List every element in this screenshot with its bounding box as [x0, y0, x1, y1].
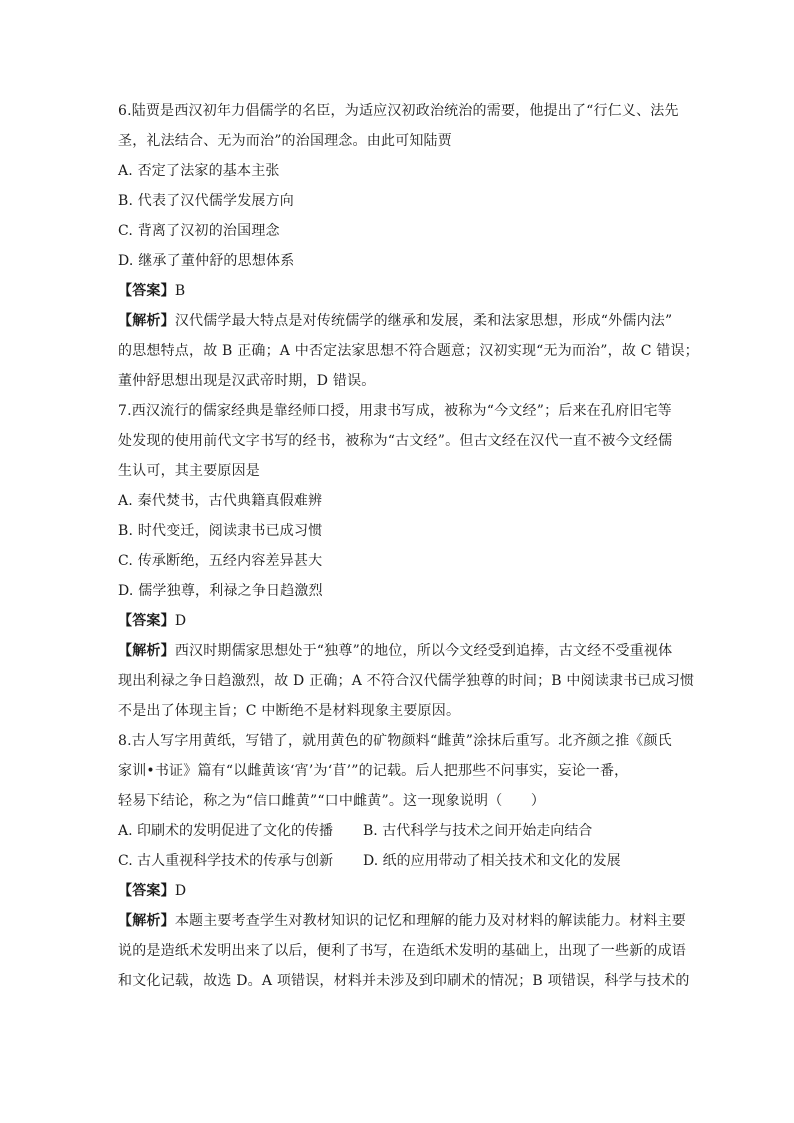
analysis-text: 汉代儒学最大特点是对传统儒学的继承和发展，柔和法家思想，形成“外儒内法”: [174, 313, 673, 329]
answer-label: 【答案】: [118, 883, 175, 899]
option-d: D. 继承了董仲舒的思想体系: [118, 253, 295, 269]
question-stem-line: 6.陆贾是西汉初年力倡儒学的名臣，为适应汉初政治统治的需要，他提出了“行仁义、法先: [118, 103, 679, 119]
analysis-text: 本题主要考查学生对教材知识的记忆和理解的能力及对材料的解读能力。材料主要: [174, 913, 687, 929]
option-row: [118, 846, 678, 876]
question-stem-line: 轻易下结论，称之为“信口雌黄”“口中雌黄”。这一现象说明（ ）: [118, 793, 546, 809]
question-8: [118, 726, 690, 996]
answer-label: 【答案】: [118, 613, 175, 629]
analysis-line: 说的是造纸术发明出来了以后，便利了书写，在造纸术发明的基础上，出现了一些新的成语: [118, 943, 686, 959]
analysis-line: [118, 306, 678, 336]
analysis-label: 【解析】: [118, 313, 175, 329]
question-6: [118, 96, 699, 396]
analysis-line: 和文化记载，故选 D。A 项错误，材料并未涉及到印刷术的情况；B 项错误，科学与技术的: [118, 973, 690, 989]
question-stem-line: 处发现的使用前代文字书写的经书，被称为“古文经”。但古文经在汉代一直不被今文经儒: [118, 433, 673, 449]
option-b: B. 代表了汉代儒学发展方向: [118, 193, 294, 209]
option-a: A. 印刷术的发明促进了文化的传播: [118, 823, 334, 839]
option-row: [118, 816, 678, 846]
option-b: B. 时代变迁，阅读隶书已成习惯: [118, 523, 323, 539]
question-stem-line: 7.西汉流行的儒家经典是靠经师口授，用隶书写成，被称为“今文经”；后来在孔府旧宅等: [118, 403, 672, 419]
analysis-label: 【解析】: [118, 913, 175, 929]
analysis-line: 现出利禄之争日趋激烈，故 D 正确；A 不符合汉代儒学独尊的时间；B 中阅读隶书已成习惯: [118, 673, 695, 689]
analysis-line: 的思想特点，故 B 正确；A 中否定法家思想不符合题意；汉初实现“无为而治”，故 C 错误；: [118, 343, 699, 359]
document-page: [118, 96, 699, 996]
option-a: A. 秦代焚书，古代典籍真假难辨: [118, 493, 323, 509]
answer-line: [118, 876, 678, 906]
analysis-text: 西汉时期儒家思想处于“独尊”的地位，所以今文经受到追捧，古文经不受重视体: [174, 643, 673, 659]
option-c: C. 传承断绝，五经内容差异甚大: [118, 553, 323, 569]
option-d: D. 纸的应用带动了相关技术和文化的发展: [363, 853, 621, 869]
analysis-line: 不是出了体现主旨；C 中断绝不是材料现象主要原因。: [118, 703, 461, 719]
analysis-line: [118, 636, 678, 666]
option-d: D. 儒学独尊，利禄之争日趋激烈: [118, 583, 323, 599]
answer-value: D: [174, 613, 187, 629]
answer-value: B: [174, 283, 186, 299]
question-stem-line: 8.古人写字用黄纸，写错了，就用黄色的矿物颜料“雌黄”涂抹后重写。北齐颜之推《颜氏: [118, 733, 672, 749]
question-stem-line: 圣，礼法结合、无为而治”的治国理念。由此可知陆贾: [118, 133, 452, 149]
option-c: C. 古人重视科学技术的传承与创新: [118, 853, 334, 869]
question-7: [118, 396, 695, 726]
analysis-line: [118, 906, 687, 936]
answer-label: 【答案】: [118, 283, 175, 299]
analysis-line: 董仲舒思想出现是汉武帝时期，D 错误。: [118, 373, 376, 389]
option-a: A. 否定了法家的基本主张: [118, 163, 280, 179]
option-c: C. 背离了汉初的治国理念: [118, 223, 280, 239]
option-b: B. 古代科学与技术之间开始走向结合: [363, 823, 593, 839]
question-stem-line: 生认可，其主要原因是: [118, 463, 260, 479]
answer-value: D: [174, 883, 187, 899]
answer-line: [118, 606, 678, 636]
question-stem-line: 家训•书证》篇有“以雌黄该‘宵’为‘苜’”的记载。后人把那些不问事实，妄论一番，: [118, 763, 629, 779]
analysis-label: 【解析】: [118, 643, 175, 659]
answer-line: [118, 276, 678, 306]
